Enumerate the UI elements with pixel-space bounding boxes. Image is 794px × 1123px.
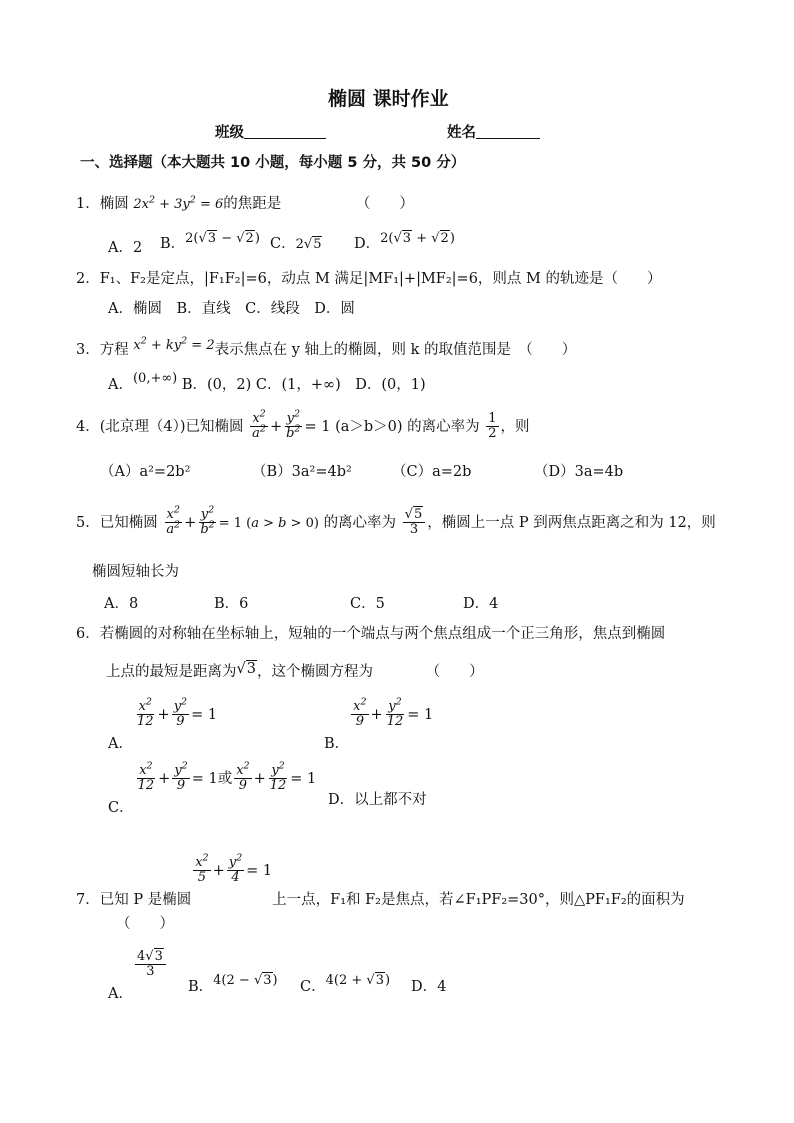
q7-option-a-label: A．	[108, 985, 133, 1002]
q6-option-c-label: C．	[108, 799, 134, 816]
q7-option-d: D．4	[411, 979, 447, 995]
q3-options-rest: B．(0，2) C．(1，+∞) D．(0，1)	[181, 377, 426, 393]
q7-option-b-math: 4(2 − √ 3)	[213, 972, 277, 988]
q6-option-a-label: A．	[108, 735, 133, 752]
question-2: 2．F₁、F₂是定点，|F₁F₂|=6，动点 M 满足|MF₁|+|MF₂|=6，则点 M 的轨迹是（ ）	[76, 271, 662, 287]
class-field	[215, 124, 326, 142]
q6-a-frac-x: $\frac{x^2}{12}$	[136, 696, 154, 730]
q6-c-or: 或	[217, 770, 233, 787]
q6-line2	[106, 661, 484, 681]
q6-option-c: C． $\frac{x^2}{12}$ + $\frac{y^2}{9}$ = 1或 $\frac{x^2}{9}$ + $\frac{y^2}{12}$ = 1	[108, 760, 317, 816]
q1-number: 1．	[76, 196, 100, 212]
q4-text-post: ，则	[500, 418, 530, 435]
q6-c-frac-x2: $\frac{x^2}{9}$	[236, 760, 250, 794]
q7-text-pre: 7．已知 P 是椭圆	[76, 891, 192, 908]
question-6: 6．若椭圆的对称轴在坐标轴上，短轴的一个端点与两个焦点组成一个正三角形，焦点到椭圆	[76, 626, 666, 642]
q4-text-pre: 4．(北京理（4）)已知椭圆	[76, 418, 244, 435]
q3-text-pre: 方程	[99, 342, 129, 358]
q1-option-b-label: B．	[160, 236, 186, 252]
q7-text-post: 上一点，F₁和 F₂是焦点，若∠F₁PF₂=30°，则△PF₁F₂的面积为	[272, 891, 685, 908]
q7-answer-paren: （ ）	[116, 916, 174, 932]
question-4: 4．(北京理（4）)已知椭圆 $\frac{x^2}{a^2}$ + $\frac{y^2}{b^2}$ = 1 (a＞b＞0) 的离心率为 $\frac{1}{2}$ ，则	[76, 408, 530, 442]
name-field	[447, 124, 540, 142]
q1-option-c-math: 2√ 5	[296, 236, 323, 252]
q7-frac-x: $\frac{x^2}{5}$	[195, 852, 209, 886]
q2-options: A．椭圆 B．直线 C．线段 D．圆	[108, 301, 355, 317]
q5-option-d: D．4	[463, 596, 499, 612]
q1-text-post: 的焦距是	[223, 196, 282, 212]
q6-c-frac-y1: $\frac{y^2}{9}$	[174, 760, 188, 794]
q7-option-c	[300, 972, 391, 995]
class-label: 班级	[215, 125, 244, 141]
q6-b-frac-x: $\frac{x^2}{9}$	[353, 696, 367, 730]
q6-sqrt3: √ 3	[237, 661, 257, 677]
q1-option-d	[354, 231, 455, 253]
q1-text-pre: 椭圆	[99, 196, 129, 212]
question-7: 7．已知 P 是椭圆 $\frac{x^2}{5}$ + $\frac{y^2}{4}$ = 1上一点，F₁和 F₂是焦点，若∠F₁PF₂=30°，则△PF₁F₂的面积为	[76, 852, 685, 908]
q5-text-pre: 5．已知椭圆	[76, 514, 158, 531]
q4-option-d: （D）3a=4b	[534, 464, 624, 480]
q5-frac-x: $\frac{x^2}{a^2}$	[166, 504, 181, 538]
q4-frac-y: $\frac{y^2}{b^2}$	[286, 408, 301, 442]
q4-frac-half: $\frac{1}{2}$	[488, 411, 497, 442]
q6-line2-post: ，这个椭圆方程为	[256, 664, 373, 680]
q5-option-c: C．5	[350, 596, 385, 612]
q6-line2-pre: 上点的最短是距离为	[106, 664, 237, 680]
q1-answer-paren: （ ）	[355, 196, 414, 212]
q5-line2: 椭圆短轴长为	[92, 564, 179, 580]
q7-option-b	[188, 972, 278, 995]
q7-a-frac: $\frac{4√ 3}{3}$	[135, 950, 166, 980]
q4-frac-x: $\frac{x^2}{a^2}$	[252, 408, 266, 442]
q4-option-c: （C）a=2b	[392, 464, 472, 480]
q6-a-frac-y: $\frac{y^2}{9}$	[173, 696, 188, 730]
section-heading: 一、选择题（本大题共 10 小题，每小题 5 分，共 50 分）	[80, 155, 466, 171]
q5-option-a: A．8	[104, 596, 139, 612]
q1-option-a: A．2	[108, 240, 143, 256]
question-5: 5．已知椭圆 $\frac{x^2}{a^2}$ + $\frac{y^2}{b^2}$ = 1 (a > b > 0) 的离心率为 √ $\frac{5}{3}$ ，椭圆上一点 P 到两焦点距离之和为 12，则	[76, 508, 716, 538]
q1-option-c-label: C．	[270, 236, 296, 252]
q1-equation: $2x^2 + 3y^2 = 6$	[133, 194, 224, 212]
name-label: 姓名	[447, 125, 476, 141]
q6-option-b: B． $\frac{x^2}{9}$ + $\frac{y^2}{12}$ = 1	[324, 696, 434, 752]
q3-option-a-label: A．	[108, 377, 133, 393]
q7-option-a	[108, 949, 168, 1002]
q3-options	[108, 371, 426, 394]
q4-text-mid: (a＞b＞0) 的离心率为	[335, 418, 480, 435]
q6-option-a: A． $\frac{x^2}{12}$ + $\frac{y^2}{9}$ = 1	[108, 696, 218, 752]
question-1	[76, 196, 414, 213]
q3-option-a-math: (0,+∞)	[132, 371, 178, 386]
q5-option-b: B．6	[214, 596, 249, 612]
q5-frac-y: $\frac{y^2}{b^2}$	[200, 504, 215, 538]
q6-c-frac-y2: $\frac{y^2}{12}$	[269, 760, 287, 794]
q6-option-b-label: B．	[324, 735, 350, 752]
q1-option-c	[270, 236, 322, 253]
q1-option-d-label: D．	[354, 236, 381, 252]
q7-frac-y: $\frac{y^2}{4}$	[228, 852, 243, 886]
class-blank[interactable]	[244, 124, 326, 139]
q6-answer-paren: （ ）	[425, 664, 484, 680]
q5-text-post: ，椭圆上一点 P 到两焦点距离之和为 12，则	[427, 514, 716, 531]
q3-number: 3．	[76, 342, 100, 358]
q7-option-c-label: C．	[300, 979, 326, 995]
q6-c-frac-x1: $\frac{x^2}{12}$	[137, 760, 155, 794]
q7-option-b-label: B．	[188, 979, 214, 995]
q1-option-d-math: 2(√ 3 + √ 2)	[380, 231, 455, 246]
q6-b-frac-y: $\frac{y^2}{12}$	[386, 696, 404, 730]
question-3	[76, 335, 577, 359]
q7-option-c-math: 4(2 + √ 3)	[326, 972, 390, 988]
q3-text-post: 表示焦点在 y 轴上的椭圆，则 k 的取值范围是 （ ）	[214, 342, 577, 358]
q1-option-b	[160, 231, 260, 253]
q1-option-b-math: 2(√ 3 − √ 2)	[185, 231, 260, 246]
q3-equation: $x^2 + ky^2 = 2$	[133, 335, 215, 353]
name-blank[interactable]	[476, 124, 540, 139]
q4-option-b: （B）3a²=4b²	[252, 464, 352, 480]
q5-text-mid: 的离心率为	[323, 514, 397, 531]
page-title: 椭圆 课时作业	[328, 88, 449, 110]
q4-option-a: （A）a²=2b²	[100, 464, 191, 480]
q5-frac-sqrt5: √ $\frac{5}{3}$	[403, 508, 426, 538]
q6-option-d: D．以上都不对	[328, 792, 427, 808]
